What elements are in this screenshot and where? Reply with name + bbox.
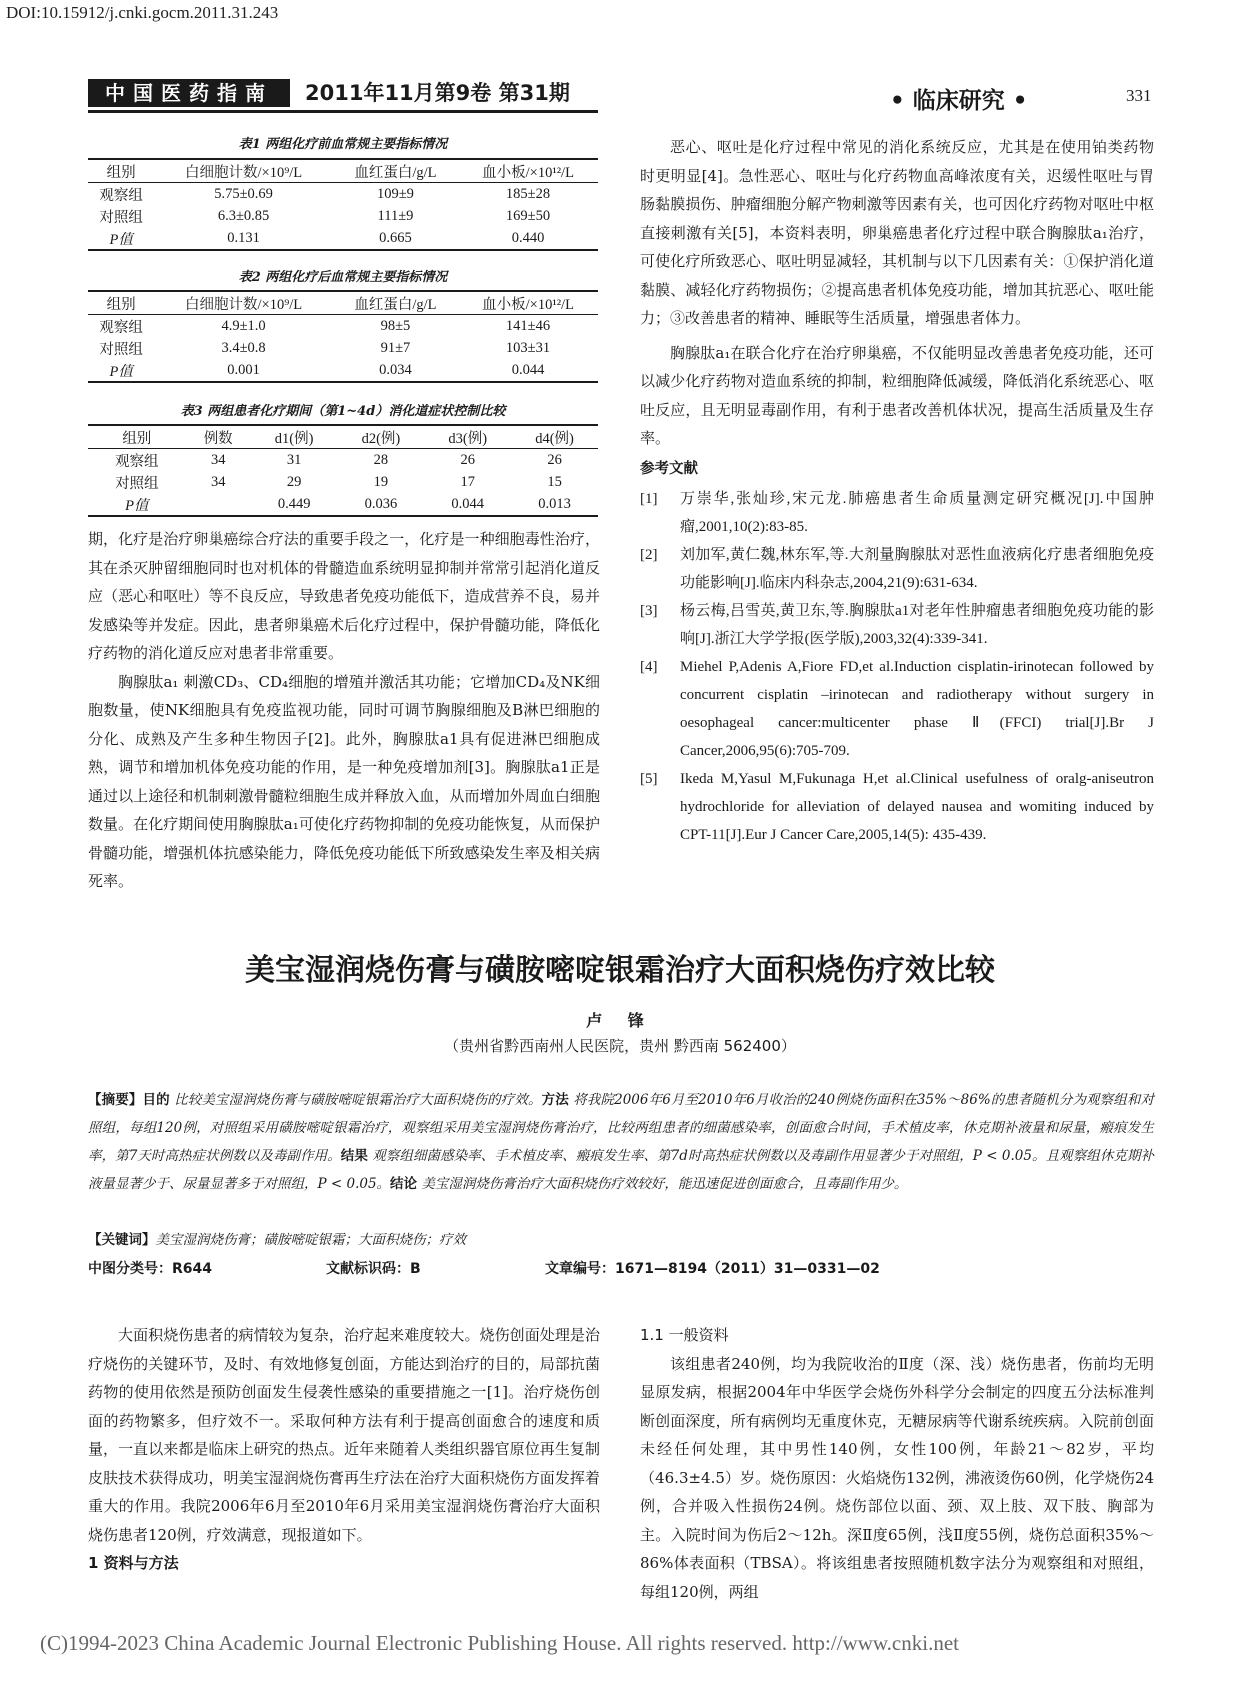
reference-item <box>640 597 1154 653</box>
table3-caption: 表3 两组患者化疗期间（第1~4d）消化道症状控制比较 <box>180 404 506 419</box>
reference-number: [2] <box>640 547 658 563</box>
table-cell: 169±50 <box>505 207 551 224</box>
table1-header: 血小板/×10¹²/L <box>458 159 598 183</box>
keywords <box>88 1228 1154 1248</box>
table-row <box>88 359 598 382</box>
paragraph: 胸腺肽a₁ 刺激CD₃、CD₄细胞的增殖并激活其功能；它增加CD₄及NK细胞数量，使NK细胞具有免疫监视功能，同时可调节胸腺细胞及B淋巴细胞的分化、成熟及产生多种生物因子[2]。此外，胸腺肽a1具有促进淋巴细胞成熟，调节和增加机体免疫功能的作用，是一种免疫增加剂[3]。胸腺肽a1正是通过以上途径和机制刺激骨髓粒细胞生成并释放入血，从而增加外周血白细胞数量。在化疗期间使用胸腺肽a₁可使化疗药物抑制的免疫功能恢复，从而保护骨髓功能，增强机体抗感染能力，降低免疫功能低下所致感染发生率及相关病死率。 <box>88 672 600 890</box>
table-cell: 31 <box>286 451 302 468</box>
table-row <box>88 227 598 250</box>
paragraph: 胸腺肽a₁在联合化疗在治疗卵巢癌，不仅能明显改善患者免疫功能，还可以减少化疗药物对造血系统的抑制，粒细胞降低减缓，降低消化系统恶心、呕吐反应，且无明显毒副作用，有利于患者改善机体状况，提高生活质量及生存率。 <box>640 343 1154 447</box>
table-cell: 19 <box>373 473 389 490</box>
table-cell: 0.044 <box>458 359 598 382</box>
table-cell: 185±28 <box>505 185 551 202</box>
table-cell: 对照组 <box>115 475 159 492</box>
table-row <box>88 337 598 359</box>
paragraph: 该组患者240例，均为我院收治的Ⅱ度（深、浅）烧伤患者，伤前均无明显原发病，根据2004年中华医学会烧伤外科学分会制定的四度五分法标准判断创面深度，所有病例均无重度休克，无糖尿病等代谢系统疾病。入院前创面未经任何处理，其中男性140例，女性100例，年龄21～82岁，平均（46.3±4.5）岁。烧伤原因：火焰烧伤132例，沸液烫伤60例，化学烧伤24例，合并吸入性损伤24例。烧伤部位以面、颈、双上肢、双下肢、胸部为主。入院时间为伤后2～12h。深Ⅱ度65例，浅Ⅱ度55例，烧伤总面积35%～86%体表面积（TBSA）。将该组患者按照随机数字法分为观察组和对照组，每组120例，两组 <box>640 1354 1154 1601</box>
reference-text: Ikeda M,Yasul M,Fukunaga H,et al.Clinical usefulness of oralg-aniseutron hydrochloride for alleviation of delayed nausea and womiting induced by CPT-11[J].Eur J Cancer Care,2005,14(5): 435-439. <box>680 771 1154 843</box>
table-cell: 0.131 <box>154 227 333 250</box>
reference-number: [4] <box>640 659 658 675</box>
reference-item <box>640 485 1154 541</box>
table1-header: 血红蛋白/g/L <box>333 159 458 183</box>
reference-text: 杨云梅,吕雪英,黄卫东,等.胸腺肽a1对老年性肿瘤患者细胞免疫功能的影响[J].浙江大学学报(医学版),2003,32(4):339-341. <box>680 603 1154 647</box>
table-cell: 0.013 <box>511 493 598 516</box>
copyright-footer: (C)1994-2023 China Academic Journal Electronic Publishing House. All rights reserved. http://www.cnki.net <box>40 1631 959 1655</box>
table3-header: d3(例) <box>424 425 511 449</box>
table1-caption: 表1 两组化疗前血常规主要指标情况 <box>238 137 448 152</box>
table-cell: 28 <box>373 451 389 468</box>
table3 <box>88 424 598 517</box>
table-cell: 34 <box>210 451 226 468</box>
table-cell: 17 <box>460 473 475 490</box>
reference-text: Miehel P,Adenis A,Fiore FD,et al.Induction cisplatin-irinotecan followed by concurrent cisplatin –irinotecan and radiotherapy without surgery in oesophageal cancer:multicenter phase Ⅱ(FFCI) trial[J].Br J Cancer,2006,95(6):705-709. <box>680 659 1154 759</box>
reference-number: [5] <box>640 771 658 787</box>
table-cell: 6.3±0.85 <box>217 207 270 224</box>
table1 <box>88 158 598 251</box>
abstract-label-conclusion: 结论 <box>390 1176 418 1192</box>
table3-header: d1(例) <box>251 425 338 449</box>
issue-info: 2011年11月第9卷 第31期 <box>305 81 570 105</box>
table-cell: 26 <box>547 451 562 468</box>
abstract-label-method: 方法 <box>541 1092 569 1108</box>
table-cell: P值 <box>88 227 154 250</box>
table-cell: 98±5 <box>380 317 411 334</box>
abstract-label: 【摘要】 <box>88 1092 143 1108</box>
table-cell: 15 <box>547 473 562 490</box>
header-rule <box>88 110 598 113</box>
keywords-label: 【关键词】 <box>88 1232 156 1248</box>
reference-list <box>640 485 1154 849</box>
table-cell: 0.665 <box>333 227 458 250</box>
abstract-method: 将我院2006年6月至2010年6月收治的240例烧伤面积在35%～86%的患者随机分为观察组和对照组，每组120例，对照组采用磺胺嘧啶银霜治疗，观察组采用美宝湿润烧伤膏治疗，比较两组患者的细菌感染率，创面愈合时间，手术植皮率，休克期补液量和尿量，瘢痕发生率，第7天时高热症状例数以及毒副作用。 <box>88 1092 1155 1164</box>
body-left-column <box>88 1321 600 1578</box>
paragraph: 期，化疗是治疗卵巢癌综合疗法的重要手段之一，化疗是一种细胞毒性治疗，其在杀灭肿留细胞同时也对机体的骨髓造血系统明显抑制并常常引起消化道反应（恶心和呕吐）等不良反应，导致患者免疫功能低下，造成营养不良，易并发感染等并发症。因此，患者卵巢癌术后化疗过程中，保护骨髓功能，降低化疗药物的消化道反应对患者非常重要。 <box>88 530 600 662</box>
keywords-text: 美宝湿润烧伤膏；磺胺嘧啶银霜；大面积烧伤；疗效 <box>155 1232 466 1248</box>
right-column-text <box>640 133 1154 849</box>
table-cell: 0.440 <box>458 227 598 250</box>
table-cell: 5.75±0.69 <box>214 185 273 202</box>
table3-header: d4(例) <box>511 425 598 449</box>
table-cell: 0.001 <box>154 359 333 382</box>
table-cell: 0.034 <box>333 359 458 382</box>
table-cell: 观察组 <box>99 187 143 204</box>
table-row <box>88 493 598 516</box>
body-right-column <box>640 1321 1154 1606</box>
reference-item <box>640 765 1154 849</box>
table-cell: 对照组 <box>99 341 143 358</box>
table-row <box>88 183 598 206</box>
paragraph: 大面积烧伤患者的病情较为复杂，治疗起来难度较大。烧伤创面处理是治疗烧伤的关键环节，及时、有效地修复创面，方能达到治疗的目的，局部抗菌药物的使用依然是预防创面发生侵袭性感染的重要措施之一[1]。治疗烧伤创面的药物繁多，但疗效不一。采取何种方法有利于提高创面愈合的速度和质量，一直以来都是临床上研究的热点。近年来随着人类组织器官原位再生复制皮肤技术获得成功，明美宝湿润烧伤膏再生疗法在治疗大面积烧伤方面发挥着重大的作用。我院2006年6月至2010年6月采用美宝湿润烧伤膏治疗大面积烧伤患者120例，疗效满意，现报道如下。 <box>88 1326 600 1544</box>
journal-name: 中国医药指南 <box>88 79 290 107</box>
page-number: 331 <box>1126 86 1152 105</box>
table-cell: 141±46 <box>505 317 551 334</box>
abstract-aim: 比较美宝湿润烧伤膏与磺胺嘧啶银霜治疗大面积烧伤的疗效。 <box>169 1092 542 1108</box>
author-affiliation: （贵州省黔西南州人民医院，贵州 黔西南 562400） <box>444 1037 796 1055</box>
article-number: 文章编号：1671—8194（2011）31—0331—02 <box>545 1261 880 1277</box>
table3-header: 组别 <box>88 425 186 449</box>
table-cell: 91±7 <box>380 339 411 356</box>
table-cell: 观察组 <box>115 453 159 470</box>
reference-text: 刘加军,黄仁魏,林东军,等.大剂量胸腺肽对恶性血液病化疗患者细胞免疫功能影响[J].临床内科杂志,2004,21(9):631-634. <box>680 547 1154 591</box>
classification-number: 中图分类号：R644 <box>88 1261 213 1277</box>
abstract <box>88 1086 1154 1198</box>
table-cell: 观察组 <box>99 319 143 336</box>
table-row <box>88 471 598 493</box>
table2-header: 血红蛋白/g/L <box>333 291 458 315</box>
table1-header: 白细胞计数/×10⁹/L <box>154 159 333 183</box>
table-cell: 103±31 <box>505 339 551 356</box>
subsection-heading: 1.1 一般资料 <box>640 1326 729 1344</box>
abstract-label-result: 结果 <box>340 1148 368 1164</box>
reference-item <box>640 541 1154 597</box>
table2-header: 血小板/×10¹²/L <box>458 291 598 315</box>
reference-number: [1] <box>640 491 658 507</box>
table-row <box>88 449 598 472</box>
table-cell: 对照组 <box>99 209 143 226</box>
table-cell: 0.044 <box>424 493 511 516</box>
table-cell: P值 <box>88 359 154 382</box>
paragraph: 恶心、呕吐是化疗过程中常见的消化系统反应，尤其是在使用铂类药物 时更明显[4]。急性恶心、呕吐与化疗药物血高峰浓度有关，迟缓性呕吐与胃肠黏膜损伤、肿瘤细胞分解产物刺激等因素有关，也可因化疗药物对呕吐中枢直接刺激有关[5]，本资料表明，卵巢癌患者化疗过程中联合胸腺肽a₁治疗，可使化疗所致恶心、呕吐明显减轻，其机制与以下几因素有关：①保护消化道黏膜、减轻化疗药物损伤；②提高患者机体免疫功能，增加其抗恶心、呕吐能力；③改善患者的精神、睡眠等生活质量，增强患者体力。 <box>640 138 1154 327</box>
reference-number: [3] <box>640 603 658 619</box>
table-cell: 0.036 <box>338 493 425 516</box>
table-cell: 34 <box>210 473 226 490</box>
table-cell: 4.9±1.0 <box>221 317 266 334</box>
article-title: 美宝湿润烧伤膏与磺胺嘧啶银霜治疗大面积烧伤疗效比较 <box>245 953 995 988</box>
reference-item <box>640 653 1154 765</box>
table2-header: 白细胞计数/×10⁹/L <box>154 291 333 315</box>
left-column-text <box>88 525 600 896</box>
table-row <box>88 205 598 227</box>
abstract-result: 观察组细菌感染率、手术植皮率、瘢痕发生率、第7d时高热症状例数以及毒副作用显著少于对照组，P < 0.05。且观察组休克期补液量显著少于、尿量显著多于对照组，P < 0.05。 <box>88 1148 1155 1192</box>
table-cell: 109±9 <box>376 185 414 202</box>
table-cell: 0.449 <box>251 493 338 516</box>
author-name: 卢 锋 <box>586 1011 654 1030</box>
table2-header: 组别 <box>88 291 154 315</box>
section-label: • 临床研究 • <box>890 88 1028 114</box>
doi-line: DOI:10.15912/j.cnki.gocm.2011.31.243 <box>6 3 279 22</box>
document-id-code: 文献标识码：B <box>326 1261 421 1277</box>
reference-text: 万崇华,张灿珍,宋元龙.肺癌患者生命质量测定研究概况[J].中国肿瘤,2001,10(2):83-85. <box>680 491 1154 535</box>
table-cell: 29 <box>286 473 302 490</box>
table3-header: 例数 <box>186 425 251 449</box>
abstract-conclusion: 美宝湿润烧伤膏治疗大面积烧伤疗效较好，能迅速促进创面愈合，且毒副作用少。 <box>417 1176 908 1192</box>
section-heading: 1 资料与方法 <box>88 1554 179 1572</box>
table-cell: 3.4±0.8 <box>221 339 266 356</box>
table1-header: 组别 <box>88 159 154 183</box>
table2 <box>88 290 598 383</box>
table-row <box>88 315 598 338</box>
table-cell: P值 <box>88 493 186 516</box>
table-cell: 111±9 <box>377 207 414 224</box>
table-cell <box>186 493 251 516</box>
table2-caption: 表2 两组化疗后血常规主要指标情况 <box>238 270 448 285</box>
abstract-label-aim: 目的 <box>142 1092 170 1108</box>
table3-header: d2(例) <box>338 425 425 449</box>
references-heading: 参考文献 <box>640 460 698 477</box>
table-cell: 26 <box>460 451 475 468</box>
